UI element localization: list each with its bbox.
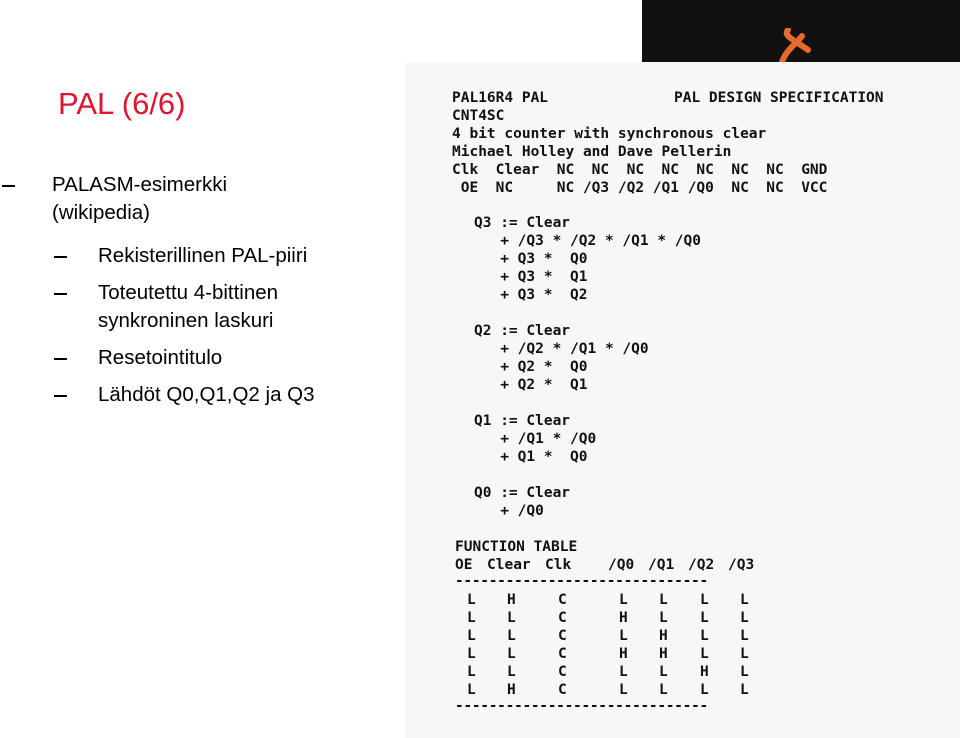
function-table-cell: L bbox=[619, 664, 628, 680]
equation-line: + Q3 * Q1 bbox=[474, 269, 588, 285]
function-table-cell: L bbox=[619, 592, 628, 608]
function-table-cell: L bbox=[659, 664, 668, 680]
function-table-cell: L bbox=[700, 610, 709, 626]
function-table-cell: L bbox=[740, 628, 749, 644]
function-table-cell: L bbox=[740, 646, 749, 662]
function-table-cell: L bbox=[619, 682, 628, 698]
equation-line: + /Q2 * /Q1 * /Q0 bbox=[474, 341, 649, 357]
function-table-header: Clear bbox=[487, 557, 531, 573]
equation-line: + /Q0 bbox=[474, 503, 544, 519]
function-table-cell: L bbox=[467, 682, 476, 698]
bullet-item: PALASM-esimerkki bbox=[52, 173, 228, 196]
bullet-dash bbox=[54, 395, 67, 397]
brand-logo-icon bbox=[778, 28, 814, 64]
sub-bullet-item: Rekisterillinen PAL-piiri bbox=[98, 244, 308, 267]
bullet-dash bbox=[54, 256, 67, 258]
function-table-separator: ------------------------------ bbox=[455, 698, 708, 714]
listing-description: 4 bit counter with synchronous clear bbox=[452, 126, 767, 142]
function-table-cell: C bbox=[558, 610, 567, 626]
function-table-cell: H bbox=[659, 646, 668, 662]
function-table-cell: H bbox=[507, 682, 516, 698]
function-table-header: /Q2 bbox=[688, 557, 715, 573]
function-table-cell: C bbox=[558, 682, 567, 698]
equation-line: + /Q1 * /Q0 bbox=[474, 431, 597, 447]
function-table-cell: L bbox=[700, 628, 709, 644]
equation-line: + Q2 * Q0 bbox=[474, 359, 588, 375]
function-table-cell: L bbox=[659, 682, 668, 698]
function-table-cell: C bbox=[558, 592, 567, 608]
function-table-cell: L bbox=[467, 610, 476, 626]
equation-line: Q2 := Clear bbox=[474, 323, 571, 339]
function-table-cell: L bbox=[659, 592, 668, 608]
equation-line: + Q3 * Q0 bbox=[474, 251, 588, 267]
function-table-header: OE bbox=[455, 557, 473, 573]
listing-pins-2: OE NC NC /Q3 /Q2 /Q1 /Q0 NC NC VCC bbox=[452, 180, 828, 196]
listing-device: PAL16R4 PAL bbox=[452, 90, 549, 106]
function-table-cell: L bbox=[740, 592, 749, 608]
bullet-item-cont: (wikipedia) bbox=[52, 201, 150, 224]
function-table-cell: L bbox=[700, 646, 709, 662]
listing-name: CNT4SC bbox=[452, 108, 505, 124]
function-table-cell: L bbox=[507, 646, 516, 662]
function-table-cell: C bbox=[558, 646, 567, 662]
function-table-cell: L bbox=[740, 610, 749, 626]
equation-line: Q0 := Clear bbox=[474, 485, 571, 501]
function-table-header: Clk bbox=[545, 557, 572, 573]
function-table-cell: L bbox=[619, 628, 628, 644]
function-table-cell: L bbox=[659, 610, 668, 626]
sub-bullet-item: Lähdöt Q0,Q1,Q2 ja Q3 bbox=[98, 383, 315, 406]
sub-bullet-item: Resetointitulo bbox=[98, 346, 223, 369]
bullet-dash bbox=[54, 358, 67, 360]
function-table-cell: H bbox=[659, 628, 668, 644]
function-table-header: /Q0 bbox=[608, 557, 635, 573]
function-table-cell: L bbox=[740, 664, 749, 680]
listing-pins-1: Clk Clear NC NC NC NC NC NC NC GND bbox=[452, 162, 828, 178]
function-table-cell: L bbox=[700, 592, 709, 608]
function-table-cell: H bbox=[619, 646, 628, 662]
sub-bullet-item-cont: synkroninen laskuri bbox=[98, 309, 274, 332]
slide-title: PAL (6/6) bbox=[58, 86, 186, 121]
function-table-header: /Q1 bbox=[648, 557, 675, 573]
listing-spec: PAL DESIGN SPECIFICATION bbox=[674, 90, 884, 106]
function-table-cell: L bbox=[740, 682, 749, 698]
function-table-cell: H bbox=[619, 610, 628, 626]
function-table-cell: L bbox=[507, 628, 516, 644]
equation-line: Q3 := Clear bbox=[474, 215, 571, 231]
function-table-cell: C bbox=[558, 628, 567, 644]
function-table-cell: L bbox=[700, 682, 709, 698]
equation-line: Q1 := Clear bbox=[474, 413, 571, 429]
sub-bullet-item: Toteutettu 4-bittinen bbox=[98, 281, 279, 304]
function-table-separator: ------------------------------ bbox=[455, 573, 708, 589]
function-table-cell: L bbox=[467, 628, 476, 644]
bullet-dash bbox=[54, 293, 67, 295]
function-table-cell: C bbox=[558, 664, 567, 680]
equation-line: + /Q3 * /Q2 * /Q1 * /Q0 bbox=[474, 233, 701, 249]
function-table-cell: L bbox=[507, 664, 516, 680]
function-table-cell: L bbox=[467, 664, 476, 680]
function-table-cell: H bbox=[507, 592, 516, 608]
equation-line: + Q3 * Q2 bbox=[474, 287, 588, 303]
equation-line: + Q1 * Q0 bbox=[474, 449, 588, 465]
listing-authors: Michael Holley and Dave Pellerin bbox=[452, 144, 732, 160]
function-table-cell: L bbox=[467, 592, 476, 608]
equation-line: + Q2 * Q1 bbox=[474, 377, 588, 393]
function-table-title: FUNCTION TABLE bbox=[455, 539, 578, 555]
function-table-cell: H bbox=[700, 664, 709, 680]
function-table-cell: L bbox=[467, 646, 476, 662]
bullet-dash bbox=[2, 185, 15, 187]
function-table-header: /Q3 bbox=[728, 557, 755, 573]
function-table-cell: L bbox=[507, 610, 516, 626]
